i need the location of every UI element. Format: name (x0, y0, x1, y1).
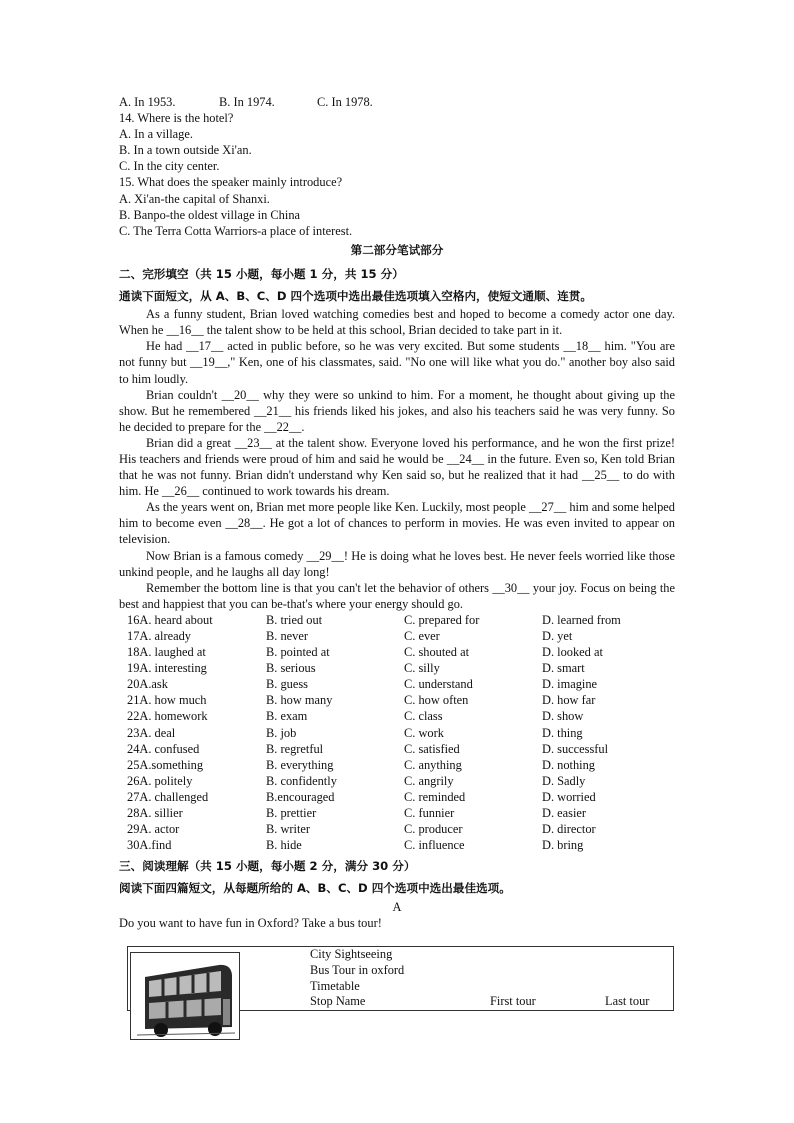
option-row (119, 773, 675, 789)
option-c: C. ever (404, 629, 440, 643)
option-a: 22A. homework (127, 709, 208, 724)
passage-label: A (392, 899, 402, 914)
option-a: 26A. politely (127, 773, 193, 788)
part-two-title: 第二部分笔试部分 (350, 242, 444, 257)
tour-header (310, 946, 404, 994)
cloze-instruction: 通读下面短文，从 A、B、C、D 四个选项中选出最佳选项填入空格内，使短文通顺、连贯。 (119, 289, 592, 304)
option-a: 30A.find (127, 838, 172, 853)
option-d: D. how far (542, 693, 596, 708)
option-b: B. writer (266, 822, 311, 837)
option-d: D. show (542, 709, 584, 724)
tour-line-1: City Sightseeing (310, 947, 393, 961)
passage-intro: Do you want to have fun in Oxford? Take a bus tour! (119, 915, 382, 930)
option-a: 20A.ask (127, 677, 168, 692)
question-14: 14. Where is the hotel? (119, 111, 234, 126)
option-d: D. director (542, 822, 596, 837)
tour-line-2: Bus Tour in oxford (310, 963, 405, 977)
option-d: D. bring (542, 838, 584, 853)
option-row (119, 660, 675, 676)
cloze-paragraph: Remember the bottom line is that you can't let the behavior of others __30__ your joy. Focus on being the best and happiest that you can be-that's where your energy should go. (119, 580, 675, 611)
option-row (119, 692, 675, 708)
col-stop-name: Stop Name (310, 994, 366, 1008)
q14-option-a: A. In a village. (119, 127, 193, 142)
option-row (119, 805, 675, 821)
option-row (119, 725, 675, 741)
q15-option-a: A. Xi'an-the capital of Shanxi. (119, 191, 270, 206)
option-d: D. thing (542, 725, 583, 740)
tour-line-3: Timetable (310, 979, 360, 993)
option-c: C. silly (404, 661, 440, 676)
cloze-heading: 二、完形填空（共 15 小题，每小题 1 分，共 15 分） (119, 266, 404, 281)
question-15: 15. What does the speaker mainly introduce? (119, 175, 343, 190)
option-row (119, 708, 675, 724)
option-row (119, 757, 675, 773)
option-c: C. anything (404, 757, 462, 772)
option-c: C. satisfied (404, 741, 460, 756)
option-d: D. Sadly (542, 773, 586, 788)
option-d: D. successful (542, 741, 609, 756)
q13-option-c: C. In 1978. (317, 95, 373, 109)
option-d: D. nothing (542, 757, 596, 772)
option-b: B. tried out (266, 612, 323, 627)
option-b: B. regretful (266, 741, 324, 756)
cloze-paragraph: He had __17__ acted in public before, so he was very excited. But some students __18__ him. "You are not funny but __19__," Ken, one of his classmates, said. "No one will like what you do." another boy also said to him loudly. (119, 339, 675, 386)
option-a: 24A. confused (127, 741, 200, 756)
q14-option-c: C. In the city center. (119, 159, 220, 174)
option-row (119, 837, 675, 853)
q13-option-a: A. In 1953. (119, 95, 176, 109)
bus-image (130, 952, 240, 1040)
option-row (119, 644, 675, 660)
option-row (119, 789, 675, 805)
cloze-paragraph: As the years went on, Brian met more people like Ken. Luckily, most people __27__ him and some helped him to become even __28__. He got a lot of chances to perform in movies. He was even invited to appear on television. (119, 500, 675, 547)
option-c: C. work (404, 725, 444, 740)
option-b: B. how many (266, 693, 333, 708)
cloze-paragraph: As a funny student, Brian loved watching comedies best and hoped to become a comedy actor one day. When he __16__ the talent show to be held at this school, Brian decided to take part in it. (119, 307, 675, 338)
option-a: 18A. laughed at (127, 645, 206, 660)
option-b: B. serious (266, 661, 316, 676)
option-a: 28A. sillier (127, 806, 183, 821)
option-d: D. learned from (542, 612, 621, 627)
option-b: B. pointed at (266, 645, 330, 660)
option-c: C. funnier (404, 806, 455, 821)
option-row (119, 821, 675, 837)
option-a: 27A. challenged (127, 789, 209, 804)
option-a: 23A. deal (127, 725, 176, 740)
q13-options-row (119, 94, 675, 110)
option-d: D. smart (542, 661, 585, 676)
reading-instruction: 阅读下面四篇短文，从每题所给的 A、B、C、D 四个选项中选出最佳选项。 (119, 881, 511, 896)
option-d: D. looked at (542, 645, 603, 660)
option-d: D. imagine (542, 677, 598, 692)
q13-option-b: B. In 1974. (219, 95, 275, 109)
double-decker-bus-icon (131, 953, 239, 1039)
option-b: B. exam (266, 709, 308, 724)
option-c: C. producer (404, 822, 463, 837)
option-c: C. how often (404, 693, 469, 708)
option-b: B. prettier (266, 806, 317, 821)
col-last-tour: Last tour (605, 994, 650, 1008)
document-page (119, 94, 675, 931)
option-a: 17A. already (127, 629, 191, 643)
cloze-options (119, 612, 675, 853)
option-row (119, 612, 675, 628)
option-c: C. understand (404, 677, 473, 692)
option-b: B. hide (266, 838, 302, 853)
option-a: 16A. heard about (127, 612, 213, 627)
col-first-tour: First tour (490, 994, 536, 1008)
option-c: C. influence (404, 838, 465, 853)
option-b: B. job (266, 725, 297, 740)
cloze-paragraph: Now Brian is a famous comedy __29__! He is doing what he loves best. He never feels worried like those unkind people, and he laughs all day long! (119, 548, 675, 579)
cloze-paragraph: Brian did a great __23__ at the talent show. Everyone loved his performance, and he won the first prize! His teachers and friends were proud of him and said he would be __24__ in the future. Even so, Ken told Brian that he was not funny. Brian didn't understand why Ken said so, but he realized that it had __25__ to do with him. He __26__ continued to work towards his dream. (119, 435, 675, 499)
option-b: B. never (266, 629, 308, 643)
option-a: 29A. actor (127, 822, 180, 837)
q15-option-c: C. The Terra Cotta Warriors-a place of interest. (119, 223, 353, 238)
option-d: D. yet (542, 629, 573, 643)
option-c: C. angrily (404, 773, 454, 788)
cloze-paragraph: Brian couldn't __20__ why they were so unkind to him. For a moment, he thought about giving up the show. But he remembered __21__ his friends liked his jokes, and also his teachers said he was very funny. So he decided to prepare for the __22__. (119, 387, 675, 434)
option-d: D. worried (542, 789, 596, 804)
option-b: B.encouraged (266, 789, 335, 804)
option-a: 19A. interesting (127, 661, 207, 676)
option-a: 25A.something (127, 757, 204, 772)
option-b: B. confidently (266, 773, 337, 788)
option-c: C. prepared for (404, 612, 480, 627)
option-a: 21A. how much (127, 693, 207, 708)
option-row (119, 741, 675, 757)
option-row (119, 628, 675, 644)
option-c: C. reminded (404, 789, 466, 804)
reading-heading: 三、阅读理解（共 15 小题，每小题 2 分，满分 30 分） (119, 859, 416, 874)
option-b: B. guess (266, 677, 308, 692)
option-c: C. class (404, 709, 443, 724)
option-d: D. easier (542, 806, 587, 821)
option-row (119, 676, 675, 692)
q15-option-b: B. Banpo-the oldest village in China (119, 207, 301, 222)
option-c: C. shouted at (404, 645, 470, 660)
option-b: B. everything (266, 757, 334, 772)
q14-option-b: B. In a town outside Xi'an. (119, 143, 252, 158)
